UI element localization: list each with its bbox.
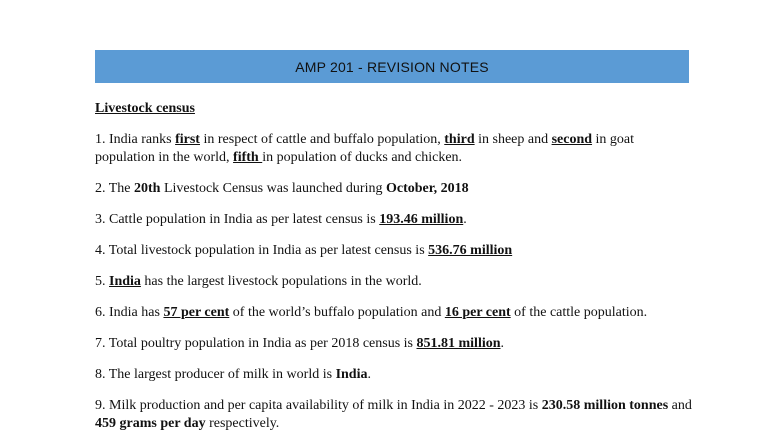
note-text: . — [367, 367, 371, 382]
emphasis-text: first — [175, 132, 200, 147]
note-text: in population of ducks and chicken. — [262, 150, 463, 165]
note-text: in goat population in the world, — [95, 132, 635, 165]
emphasis-text: fifth — [233, 150, 263, 165]
note-item — [95, 335, 695, 353]
emphasis-text: October, 2018 — [385, 181, 469, 196]
note-item — [95, 131, 695, 167]
note-text: 9. Milk production and per capita availability of milk in India in 2022 - 2023 is — [95, 398, 542, 413]
section-title: Livestock census — [95, 101, 195, 116]
header-banner — [95, 50, 689, 83]
emphasis-text: second — [551, 132, 593, 147]
note-text: in sheep and — [474, 132, 552, 147]
note-item — [95, 242, 695, 260]
note-text: 4. Total livestock population in India as per latest census is — [95, 243, 429, 258]
note-item — [95, 211, 695, 229]
note-text: and — [668, 398, 692, 413]
note-item — [95, 180, 695, 198]
emphasis-text: 57 per cent — [163, 305, 230, 320]
emphasis-text: 20th — [134, 181, 161, 196]
emphasis-text: 851.81 million — [416, 336, 501, 351]
note-text: in respect of cattle and buffalo population, — [199, 132, 445, 147]
note-text: Livestock Census was launched during — [160, 181, 386, 196]
note-item — [95, 304, 695, 322]
emphasis-text: third — [444, 132, 475, 147]
emphasis-text: 459 grams per day — [95, 416, 206, 431]
note-text: 6. India has — [95, 305, 164, 320]
note-item — [95, 273, 695, 291]
note-text: 3. Cattle population in India as per latest census is — [95, 212, 380, 227]
emphasis-text: 193.46 million — [379, 212, 464, 227]
emphasis-text: India — [109, 274, 141, 289]
notes-list — [95, 131, 695, 433]
note-text: 2. The — [95, 181, 135, 196]
emphasis-text: 230.58 million tonnes — [541, 398, 669, 413]
note-text: 7. Total poultry population in India as per 2018 census is — [95, 336, 417, 351]
header-title: AMP 201 - REVISION NOTES — [295, 58, 489, 75]
note-text: . — [463, 212, 467, 227]
note-text: 5. — [95, 274, 109, 289]
emphasis-text: India — [335, 367, 368, 382]
note-text: of the world’s buffalo population and — [229, 305, 445, 320]
emphasis-text: 16 per cent — [444, 305, 511, 320]
note-text: of the cattle population. — [510, 305, 648, 320]
emphasis-text: 536.76 million — [428, 243, 513, 258]
note-text: . — [500, 336, 505, 351]
note-text: 1. India ranks — [95, 132, 176, 147]
note-text: 8. The largest producer of milk in world is — [95, 367, 336, 382]
note-item — [95, 366, 695, 384]
note-text: has the largest livestock populations in the world. — [140, 274, 422, 289]
note-text: respectively. — [205, 416, 280, 431]
note-item — [95, 397, 695, 433]
notes-content — [95, 100, 695, 446]
